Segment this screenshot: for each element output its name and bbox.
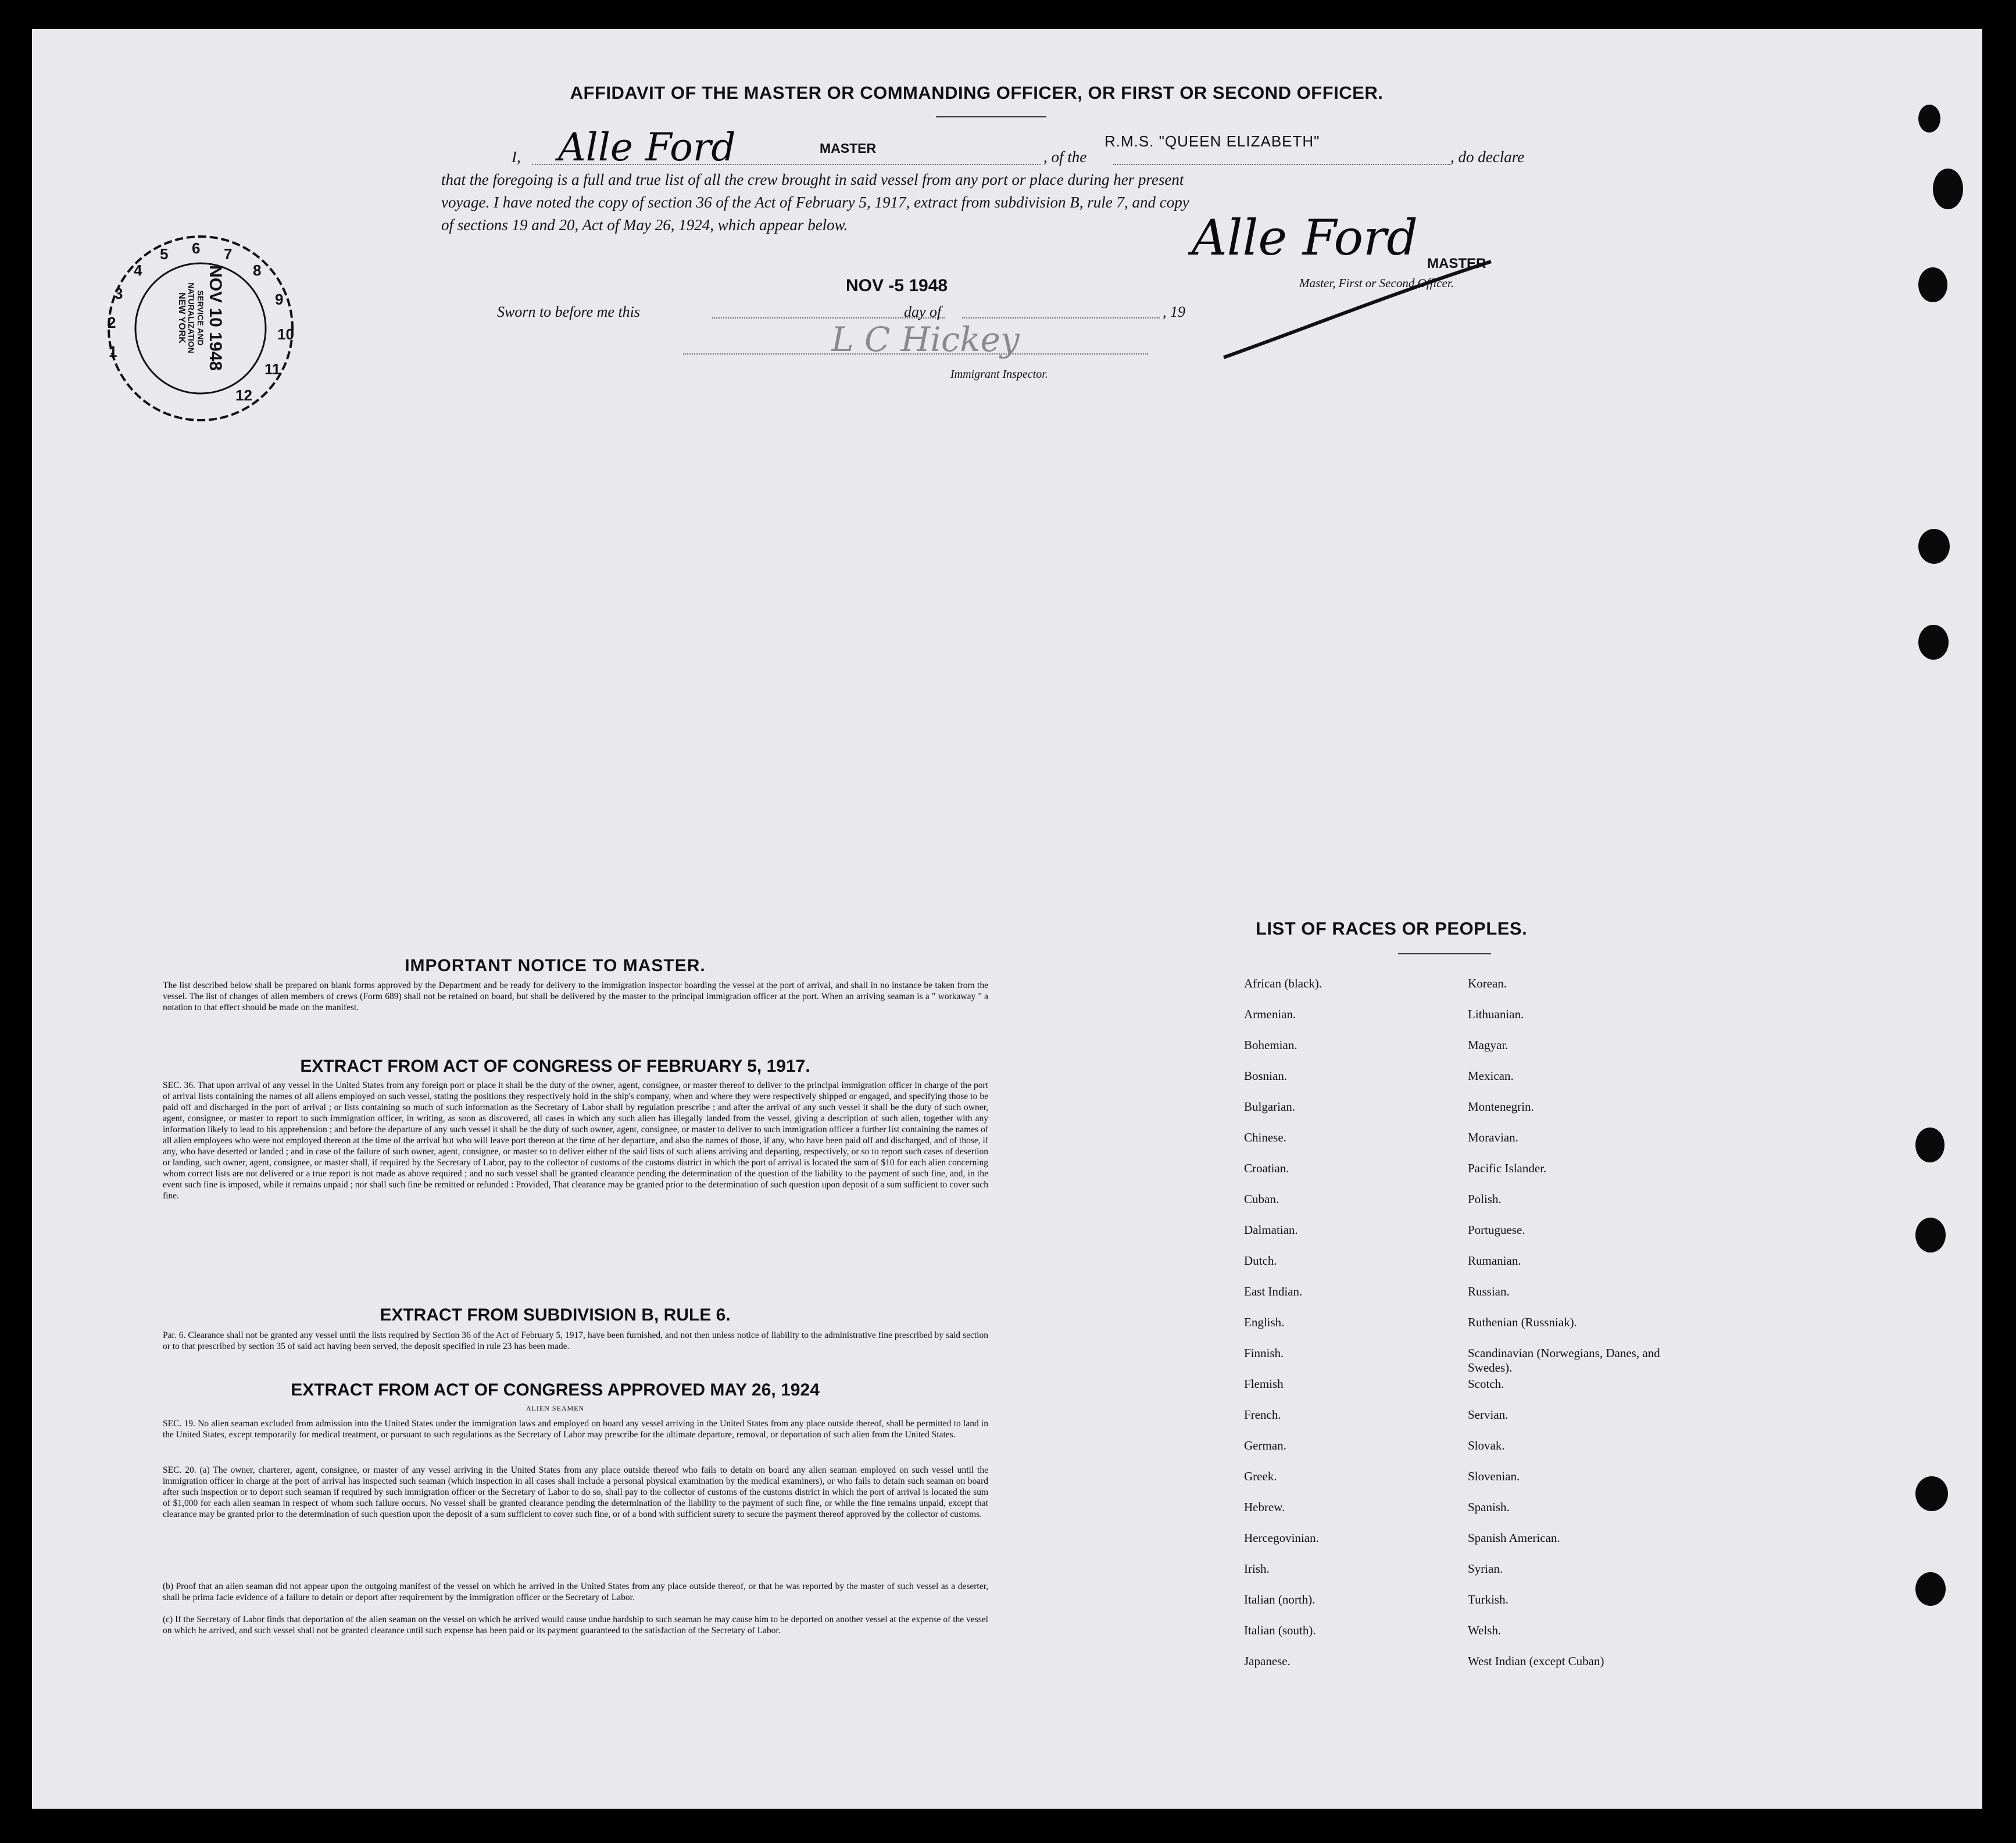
- races-row: [1244, 1038, 1677, 1069]
- stamp-city: NEW YORK: [177, 292, 187, 343]
- race-right: Magyar.: [1468, 1038, 1509, 1052]
- races-row: [1244, 1593, 1677, 1623]
- document-page: [32, 29, 1982, 1809]
- race-right: Spanish American.: [1468, 1531, 1560, 1545]
- races-row: [1244, 1130, 1677, 1161]
- race-left: Dalmatian.: [1244, 1223, 1298, 1237]
- race-right: Servian.: [1468, 1408, 1509, 1422]
- race-right: Korean.: [1468, 976, 1507, 990]
- race-left: Cuban.: [1244, 1192, 1279, 1206]
- race-right: Scandinavian (Norwegians, Danes, and Swedes).: [1468, 1346, 1660, 1375]
- stamp-num: 5: [160, 245, 169, 263]
- races-row: [1244, 1254, 1677, 1284]
- inspector-caption: Immigrant Inspector.: [950, 368, 1048, 381]
- races-row: [1244, 1469, 1677, 1500]
- races-row: [1244, 1007, 1677, 1038]
- races-row: [1244, 1346, 1677, 1377]
- race-left: Italian (north).: [1244, 1593, 1316, 1606]
- race-right: Ruthenian (Russniak).: [1468, 1315, 1577, 1329]
- races-row: [1244, 1100, 1677, 1130]
- stamp-num: 8: [253, 262, 262, 279]
- of-the-label: , of the: [1043, 148, 1087, 166]
- notice-title: IMPORTANT NOTICE TO MASTER.: [405, 956, 706, 975]
- race-right: Rumanian.: [1468, 1254, 1521, 1268]
- races-row: [1244, 1377, 1677, 1408]
- master-signature-2: Alle Ford: [1192, 209, 1418, 266]
- race-right: Spanish.: [1468, 1500, 1510, 1514]
- race-right: Slovenian.: [1468, 1469, 1520, 1483]
- races-row: [1244, 1223, 1677, 1254]
- races-row: [1244, 1069, 1677, 1100]
- races-row: [1244, 1623, 1677, 1654]
- sworn-date: NOV -5 1948: [846, 276, 948, 295]
- races-title: LIST OF RACES OR PEOPLES.: [1256, 918, 1528, 939]
- stamp-num: 7: [224, 245, 233, 263]
- race-left: African (black).: [1244, 976, 1322, 990]
- sec20a-body: SEC. 20. (a) The owner, charterer, agent, consignee, or master of any vessel arriving in the United States from any place outside thereof who fails to detain on board any alien seaman employed on such vessel until the immigration officer in charge at the port of arrival has inspected such seaman (which inspection in all cases shall include a personal physical examination by the medical examiners), or who fails to detain such seaman on board after such inspection or to deport such seaman if required by such immigration officer or the Secretary of Labor to do so, shall pay to the collector of customs of the customs district in which the port of arrival is located the sum of $1,000 for each alien seaman in respect of whom such failure occurs. No vessel shall be granted clearance pending the determination of the liability to the payment of such fine, or while the fine remains unpaid, except that clearance may be granted prior to the determination of such question upon the deposit of a sum sufficient to cover such fine, or of a bond with sufficient surety to secure the payment thereof approved by the collector of customs.: [163, 1465, 988, 1519]
- notice-body: The list described below shall be prepared on blank forms approved by the Department and be ready for delivery to the immigration inspector boarding the vessel at the port of arrival, and shall in no instance be taken from the vessel. The list of changes of alien members of crews (Form 689) shall not be retained on board, but shall be delivered by the master to the principal immigration officer at the port. When an arriving seaman is a " workaway " a notation to that effect should be made on the manifest.: [163, 980, 988, 1012]
- race-left: German.: [1244, 1438, 1286, 1452]
- binder-hole: [1918, 105, 1940, 133]
- race-left: Bohemian.: [1244, 1038, 1297, 1052]
- races-row: [1244, 1284, 1677, 1315]
- stamp-center: [176, 257, 225, 379]
- affidavit-body-line3: of sections 19 and 20, Act of May 26, 1924, which appear below.: [441, 216, 848, 234]
- stamp-num: 9: [275, 291, 284, 308]
- race-left: Bulgarian.: [1244, 1100, 1296, 1114]
- race-left: French.: [1244, 1408, 1281, 1422]
- vessel-name: R.M.S. "QUEEN ELIZABETH": [1104, 133, 1320, 150]
- race-left: Japanese.: [1244, 1654, 1291, 1668]
- race-left: Armenian.: [1244, 1007, 1296, 1021]
- race-left: East Indian.: [1244, 1284, 1303, 1298]
- stamp-num: 3: [115, 285, 123, 302]
- extract-1924-title: EXTRACT FROM ACT OF CONGRESS APPROVED MAY 26, 1924: [291, 1380, 820, 1400]
- officer-caption: Master, First or Second Officer.: [1299, 276, 1454, 290]
- race-left: Greek.: [1244, 1469, 1277, 1483]
- inspector-signature: L C Hickey: [831, 320, 1020, 359]
- race-left: English.: [1244, 1315, 1285, 1329]
- race-right: Pacific Islander.: [1468, 1161, 1547, 1175]
- race-right: Lithuanian.: [1468, 1007, 1524, 1021]
- stamp-num: 10: [277, 325, 294, 343]
- race-left: Finnish.: [1244, 1346, 1284, 1360]
- rank-value: MASTER: [820, 141, 877, 156]
- rule6-title: EXTRACT FROM SUBDIVISION B, RULE 6.: [380, 1305, 731, 1325]
- races-body: [1244, 976, 1677, 1685]
- race-right: Polish.: [1468, 1192, 1502, 1206]
- sworn-label: Sworn to before me this: [497, 303, 641, 320]
- sec20c-body: (c) If the Secretary of Labor finds that deportation of the alien seaman on the vessel on which he arrived would cause undue hardship to such seaman he may cause him to be deported on another vessel at the expense of the vessel on which he arrived, and such vessel shall not be granted clearance until such expense has been paid or its payment guaranteed to the satisfaction of the Secretary of Labor.: [163, 1615, 988, 1636]
- i-label: I,: [512, 148, 521, 166]
- race-right: Montenegrin.: [1468, 1100, 1534, 1114]
- title-rule: [936, 116, 1046, 117]
- stamp-num: 1: [109, 343, 117, 360]
- extract-1917-title: EXTRACT FROM ACT OF CONGRESS OF FEBRUARY 5, 1917.: [300, 1057, 810, 1076]
- stamp-service: SERVICE AND NATURALIZATION: [187, 282, 205, 353]
- affidavit-title: AFFIDAVIT OF THE MASTER OR COMMANDING OFFICER, OR FIRST OR SECOND OFFICER.: [570, 83, 1384, 103]
- year-prefix: , 19: [1163, 303, 1185, 320]
- port-stamp: [90, 232, 311, 424]
- month-line: [962, 317, 1160, 319]
- stamp-num: 4: [134, 262, 142, 279]
- race-left: Hebrew.: [1244, 1500, 1285, 1514]
- races-row: [1244, 976, 1677, 1007]
- stamp-num: 12: [235, 387, 252, 404]
- races-row: [1244, 1315, 1677, 1346]
- race-left: Italian (south).: [1244, 1623, 1316, 1637]
- stamp-num: 2: [108, 314, 116, 331]
- day-of-label: day of: [904, 303, 942, 320]
- affidavit-body-line1: that the foregoing is a full and true list of all the crew brought in said vessel from any port or place during her present: [441, 171, 1184, 188]
- race-left: Croatian.: [1244, 1161, 1289, 1175]
- stamp-num: 6: [192, 239, 201, 257]
- signature-rank: MASTER: [1427, 256, 1486, 271]
- race-left: Bosnian.: [1244, 1069, 1288, 1083]
- race-right: West Indian (except Cuban): [1468, 1654, 1604, 1668]
- races-row: [1244, 1500, 1677, 1531]
- race-right: Syrian.: [1468, 1562, 1503, 1576]
- race-right: Russian.: [1468, 1284, 1510, 1298]
- race-left: Chinese.: [1244, 1130, 1286, 1144]
- binder-hole: [1915, 1476, 1948, 1511]
- races-row: [1244, 1192, 1677, 1223]
- rule6-body: Par. 6. Clearance shall not be granted any vessel until the lists required by Section 36 of the Act of February 5, 1917, have been furnished, and not then unless notice of liability to the administrative fine prescribed by said section or to that prescribed by section 35 of said act having been served, the deposit specified in rule 23 has been made.: [163, 1330, 988, 1351]
- binder-hole: [1915, 1128, 1944, 1162]
- master-signature: Alle Ford: [558, 125, 736, 170]
- signature-flourish: [1218, 259, 1497, 363]
- binder-hole: [1918, 625, 1949, 660]
- race-right: Welsh.: [1468, 1623, 1502, 1637]
- race-right: Portuguese.: [1468, 1223, 1525, 1237]
- race-left: Irish.: [1244, 1562, 1270, 1576]
- race-left: Hercegovinian.: [1244, 1531, 1319, 1545]
- race-right: Mexican.: [1468, 1069, 1514, 1083]
- races-row: [1244, 1531, 1677, 1562]
- races-title-rule: [1398, 953, 1491, 954]
- race-right: Slovak.: [1468, 1438, 1505, 1452]
- binder-hole: [1915, 1572, 1946, 1606]
- race-left: Flemish: [1244, 1377, 1284, 1391]
- sec20b-body: (b) Proof that an alien seaman did not appear upon the outgoing manifest of the vessel on which he arrived in the United States from any place outside thereof, or that he was reported by the master of such vessel as a deserter, shall be prima facie evidence of a failure to detain or deport after requirement by the immigration officer or the Secretary of Labor.: [163, 1581, 988, 1602]
- race-right: Moravian.: [1468, 1130, 1518, 1144]
- stamp-date: NOV 10 1948: [206, 265, 225, 371]
- races-row: [1244, 1654, 1677, 1685]
- extract-1924-subtitle: ALIEN SEAMEN: [526, 1404, 585, 1412]
- vessel-line: [1113, 164, 1450, 165]
- race-right: Scotch.: [1468, 1377, 1504, 1391]
- races-row: [1244, 1562, 1677, 1593]
- races-table: [1244, 976, 1677, 1685]
- affidavit-body-line2: voyage. I have noted the copy of section 36 of the Act of February 5, 1917, extract from subdivision B, rule 7, and copy: [441, 194, 1189, 211]
- binder-hole: [1918, 267, 1947, 302]
- sec19-body: SEC. 19. No alien seaman excluded from admission into the United States under the immigration laws and employed on board any vessel arriving in the United States from any place outside thereof, shall be permitted to land in the United States, except temporarily for medical treatment, or pursuant to such regulations as the Secretary of Labor may prescribe for the ultimate departure, removal, or deportation of such alien from the United States.: [163, 1419, 988, 1440]
- binder-hole: [1918, 529, 1950, 564]
- stamp-num: 11: [264, 360, 281, 378]
- binder-hole: [1933, 169, 1963, 209]
- races-row: [1244, 1438, 1677, 1469]
- race-right: Turkish.: [1468, 1593, 1509, 1606]
- do-declare-label: , do declare: [1450, 148, 1525, 166]
- race-left: Dutch.: [1244, 1254, 1277, 1268]
- races-row: [1244, 1408, 1677, 1438]
- races-row: [1244, 1161, 1677, 1192]
- extract-1917-body: SEC. 36. That upon arrival of any vessel in the United States from any foreign port or place it shall be the duty of the owner, agent, consignee, or master thereof to deliver to the principal immigration officer in charge of the port of arrival lists containing the names of all aliens employed on such vessel, stating the positions they respectively hold in the ship's company, when and where they were respectively shipped or engaged, and specifying those to be paid off and discharged in the port of arrival ; or lists containing so much of such information as the Secretary of Labor shall by regulation prescribe ; and after the arrival of any such vessel it shall be the duty of such owner, agent, consignee, or master to report to such immigration officer, in writing, as soon as discovered, all cases in which any such alien has illegally landed from the vessel, giving a description of such alien, together with any information likely to lead to his apprehension ; and before the departure of any such vessel it shall be the duty of such owner, agent, consignee, or master to deliver to such immigration officer a further list containing the names of all alien employees who were not employed thereon at the time of the arrival but who will leave port thereon at the time of her departure, and also the names of those, if any, who have been paid off and discharged, and of those, if any, who have deserted or landed ; and in case of the failure of such owner, agent, consignee, or master so to deliver either of the said lists of such aliens arriving and departing, respectively, or so to report such cases of desertion or landing, such owner, agent, consignee, or master shall, if required by the Secretary of Labor, pay to the collector of customs of the customs district in which the port of arrival is located the sum of $10 for each alien concerning whom correct lists are not delivered or a true report is not made as above required ; and no such vessel shall be granted clearance pending the determination of the question of the liability to the payment of such fine, and, in the event such fine is imposed, while it remains unpaid ; nor shall such fine be remitted or refunded : Provided, That clearance may be granted prior to the determination of such question upon deposit of a sum sufficient to cover such fine.: [163, 1080, 988, 1201]
- binder-hole: [1915, 1218, 1946, 1252]
